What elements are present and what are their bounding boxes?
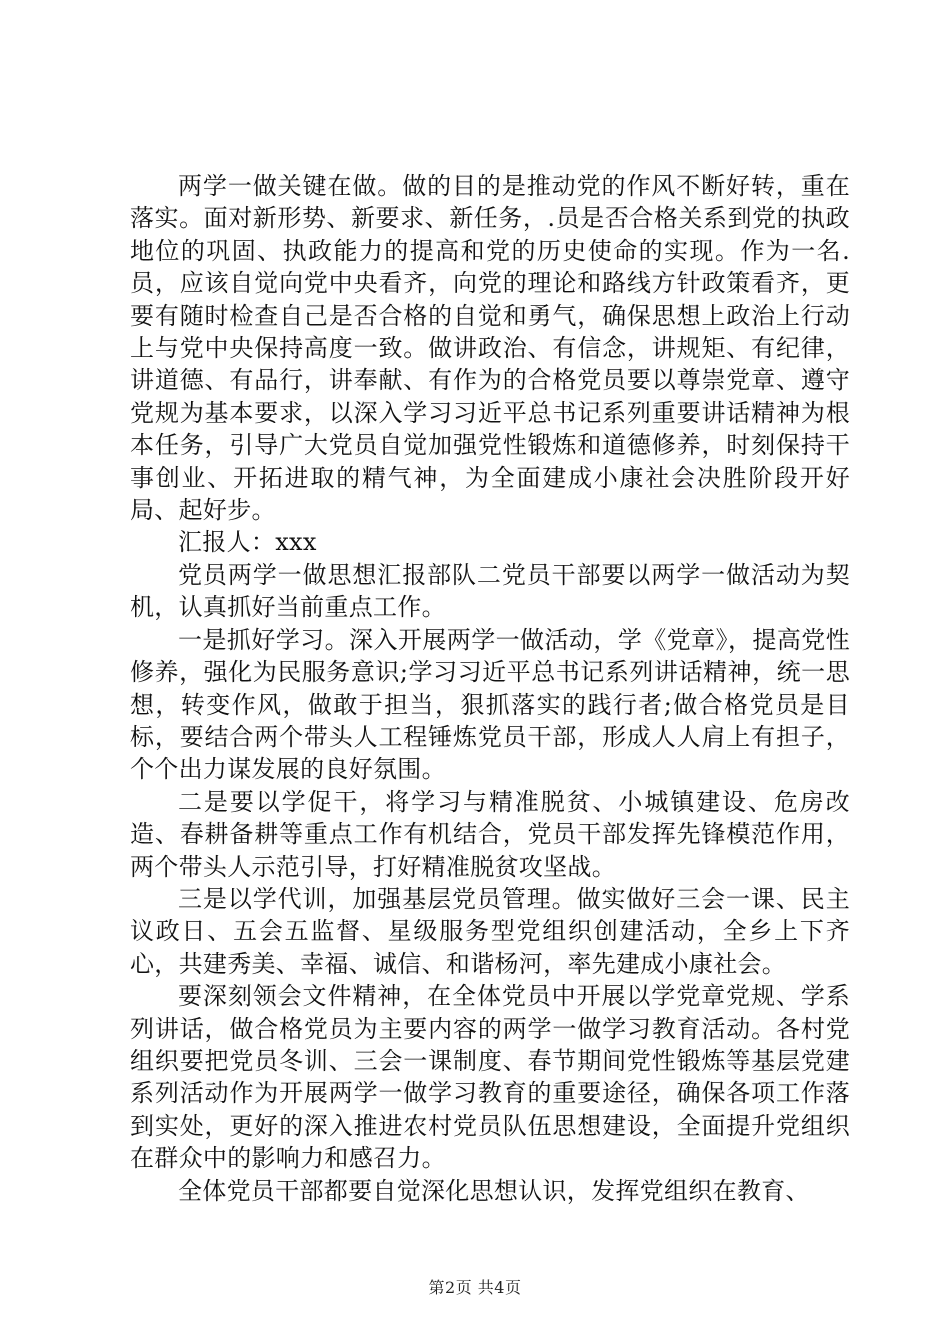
document-body	[130, 170, 850, 1207]
reporter-line: 汇报人：xxx	[178, 528, 317, 557]
paragraph-4: 二是要以学促干，将学习与精准脱贫、小城镇建设、危房改造、春耕备耕等重点工作有机结合，党员干部发挥先锋模范作用，两个带头人示范引导，打好精准脱贫攻坚战。	[130, 787, 850, 881]
paragraph-7: 全体党员干部都要自觉深化思想认识，发挥党组织在教育、	[178, 1176, 810, 1205]
paragraph-1: 两学一做关键在做。做的目的是推动党的作风不断好转，重在落实。面对新形势、新要求、新任务，.员是否合格关系到党的执政地位的巩固、执政能力的提高和党的历史使命的实现。作为一名.员，应该自觉向党中央看齐，向党的理论和路线方针政策看齐，更要有随时检查自己是否合格的自觉和勇气，确保思想上政治上行动上与党中央保持高度一致。做讲政治、有信念，讲规矩、有纪律，讲道德、有品行，讲奉献、有作为的合格党员要以尊崇党章、遵守党规为基本要求，以深入学习习近平总书记系列重要讲话精神为根本任务，引导广大党员自觉加强党性锻炼和道德修养，时刻保持干事创业、开拓进取的精气神，为全面建成小康社会决胜阶段开好局、起好步。	[130, 172, 850, 525]
paragraph-3: 一是抓好学习。深入开展两学一做活动，学《党章》，提高党性修养，强化为民服务意识;学习习近平总书记系列讲话精神，统一思想，转变作风，做敢于担当，狠抓落实的践行者;做合格党员是目标，要结合两个带头人工程锤炼党员干部，形成人人肩上有担子，个个出力谋发展的良好氛围。	[130, 625, 850, 784]
paragraph-2: 党员两学一做思想汇报部队二党员干部要以两学一做活动为契机，认真抓好当前重点工作。	[130, 560, 850, 622]
page-footer: 第2页 共4页	[428, 1278, 522, 1297]
paragraph-6: 要深刻领会文件精神，在全体党员中开展以学党章党规、学系列讲话，做合格党员为主要内容的两学一做学习教育活动。各村党组织要把党员冬训、三会一课制度、春节期间党性锻炼等基层党建系列活动作为开展两学一做学习教育的重要途径，确保各项工作落到实处，更好的深入推进农村党员队伍思想建设，全面提升党组织在群众中的影响力和感召力。	[130, 982, 850, 1173]
paragraph-5: 三是以学代训，加强基层党员管理。做实做好三会一课、民主议政日、五会五监督、星级服务型党组织创建活动，全乡上下齐心，共建秀美、幸福、诚信、和谐杨河，率先建成小康社会。	[130, 884, 850, 978]
